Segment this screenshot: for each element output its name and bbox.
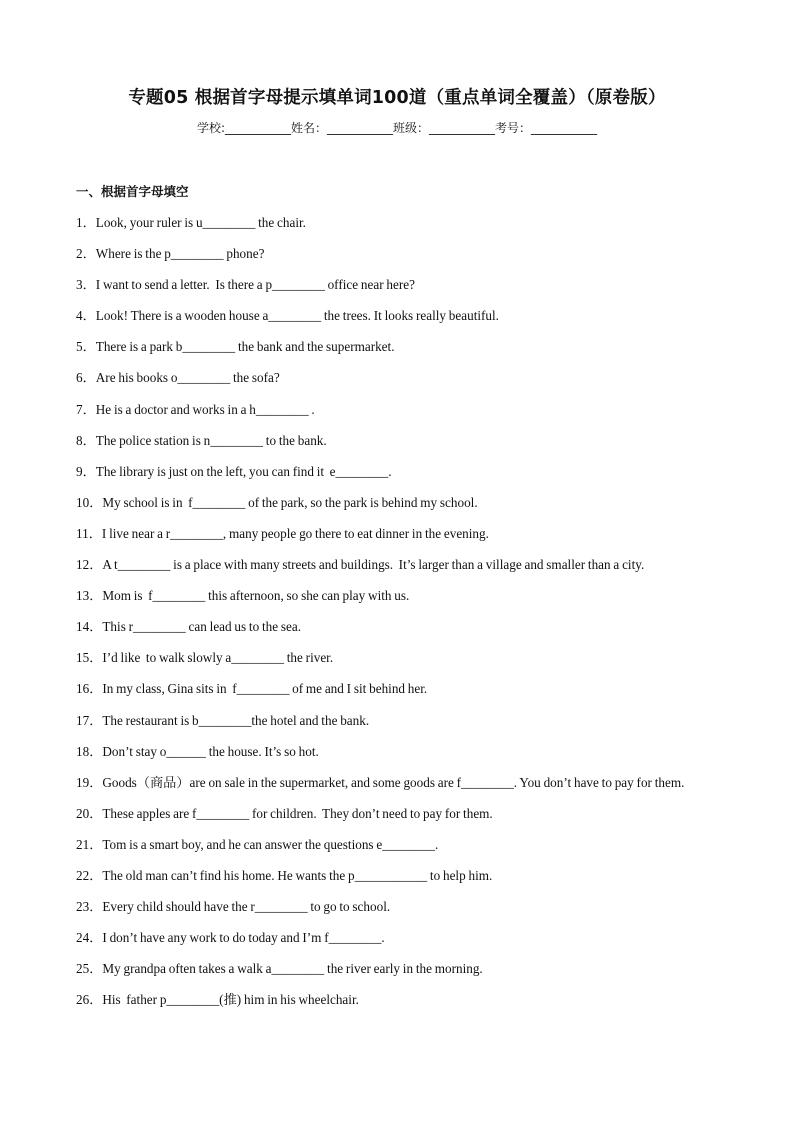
name-label: 姓名： [291, 121, 328, 135]
question-list [76, 207, 716, 1015]
question-item: 20．These apples are f________ for children. They don’t need to pay for them. [76, 805, 493, 821]
question-item: 25．My grandpa often takes a walk a________ the river early in the morning. [76, 961, 483, 977]
school-blank[interactable]: ___________ [225, 121, 291, 135]
class-label: 班级： [393, 121, 430, 135]
question-item: 13．Mom is f________ this afternoon, so she can play with us. [76, 588, 410, 604]
question-item: 24．I don’t have any work to do today and I’m f________. [76, 930, 385, 946]
question-item: 17．The restaurant is b________the hotel and the bank. [76, 712, 370, 728]
question-item: 8．The police station is n________ to the bank. [76, 432, 327, 448]
exam-number-blank[interactable]: ___________ [531, 121, 598, 135]
question-item: 22．The old man can’t find his home. He wants the p___________ to help him. [76, 867, 493, 883]
question-item: 19．Goods（商品）are on sale in the supermarket, and some goods are f________. You don’t have to pay for them. [76, 774, 685, 790]
question-item: 2．Where is the p________ phone? [76, 246, 265, 262]
question-item: 18．Don’t stay o______ the house. It’s so hot. [76, 743, 319, 759]
question-item: 16．In my class, Gina sits in f________ of me and I sit behind her. [76, 681, 428, 697]
question-item: 12．A t________ is a place with many streets and buildings. It’s larger than a village and smaller than a city. [76, 557, 645, 573]
question-item: 9．The library is just on the left, you can find it e________. [76, 463, 392, 479]
question-item: 5．There is a park b________ the bank and the supermarket. [76, 339, 395, 355]
page-title: 专题05 根据首字母提示填单词100道（重点单词全覆盖）（原卷版） [128, 88, 666, 108]
name-blank[interactable]: ___________ [327, 121, 394, 135]
question-item: 6．Are his books o________ the sofa? [76, 370, 280, 386]
class-blank[interactable]: ___________ [429, 121, 496, 135]
question-item: 21．Tom is a smart boy, and he can answer the questions e________. [76, 836, 439, 852]
question-item: 14．This r________ can lead us to the sea. [76, 619, 302, 635]
question-item: 7．He is a doctor and works in a h________ . [76, 401, 315, 417]
question-item: 23．Every child should have the r________ to go to school. [76, 899, 391, 915]
question-item: 15．I’d like to walk slowly a________ the river. [76, 650, 334, 666]
question-item: 11．I live near a r________, many people go there to eat dinner in the evening. [76, 525, 489, 541]
question-item: 4．Look! There is a wooden house a________ the trees. It looks really beautiful. [76, 308, 499, 324]
exam-number-label: 考号： [495, 121, 532, 135]
section-heading: 一、根据首字母填空 [76, 184, 189, 199]
question-item: 10．My school is in f________ of the park, so the park is behind my school. [76, 494, 478, 510]
question-item: 3．I want to send a letter. Is there a p________ office near here? [76, 277, 415, 293]
student-info-line [0, 119, 794, 136]
school-label: 学校: [196, 121, 225, 135]
question-item: 1．Look, your ruler is u________ the chair. [76, 215, 306, 230]
question-item: 26．His father p________(推) him in his wheelchair. [76, 992, 359, 1008]
